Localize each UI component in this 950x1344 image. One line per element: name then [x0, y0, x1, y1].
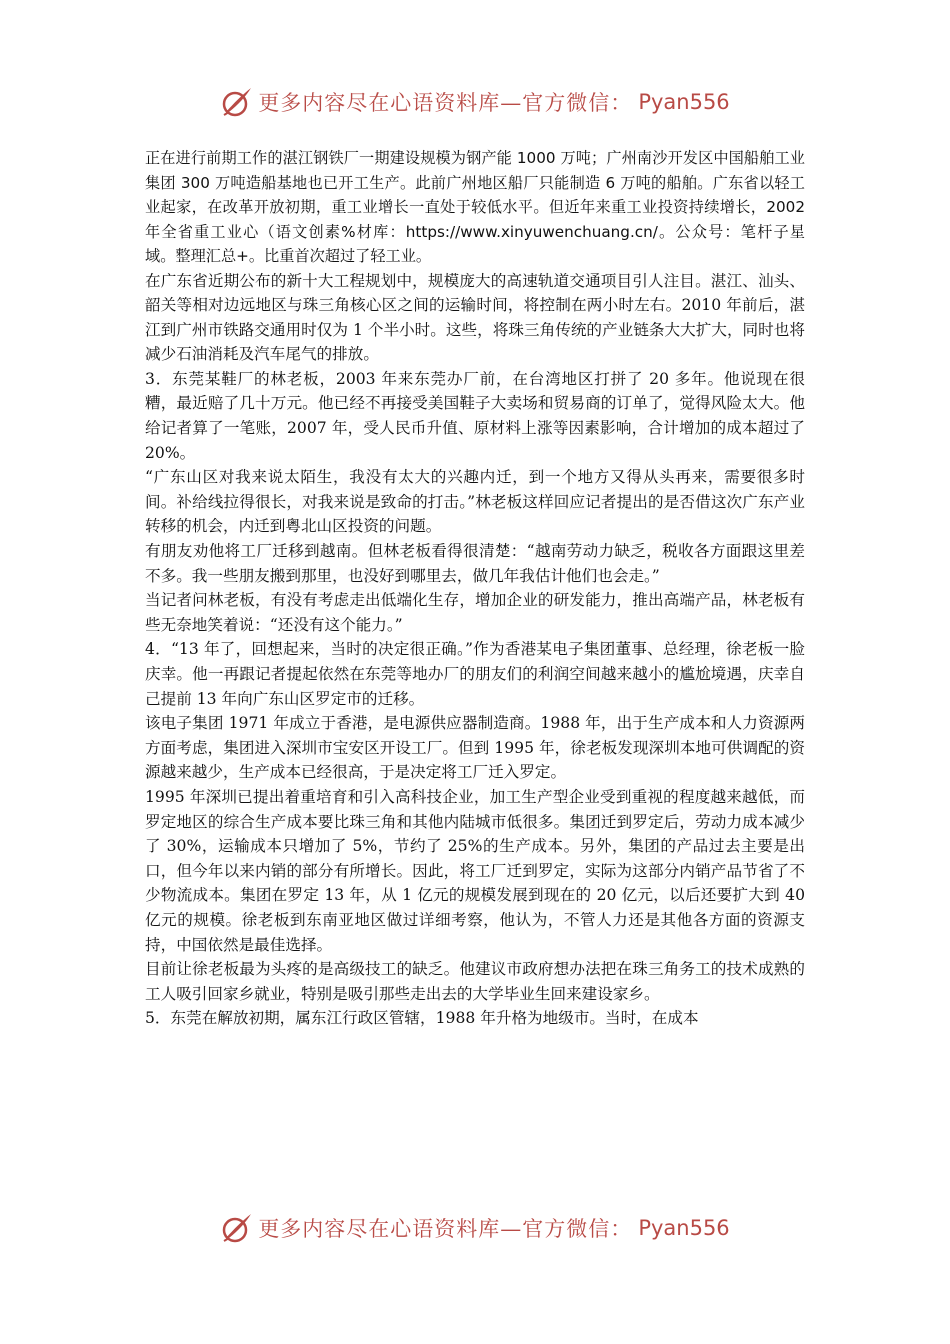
paragraph: “广东山区对我来说太陌生，我没有太大的兴趣内迁，到一个地方又得从头再来，需要很多时间。补给线拉得很长，对我来说是致命的打击。”林老板这样回应记者提出的是否借这次广东产业转移的机会，内迁到粤北山区投资的问题。: [145, 468, 805, 536]
paragraph: 3．东莞某鞋厂的林老板，2003 年来东莞办厂前，在台湾地区打拼了 20 多年。他说现在很糟，最近赔了几十万元。他已经不再接受美国鞋子大卖场和贸易商的订单了，觉得风险太大。他给记者算了一笔账，2007 年，受人民币升值、原材料上涨等因素影响，合计增加的成本超过了 20%。: [145, 369, 805, 462]
banner-text: 更多内容尽在心语资料库—官方微信：: [258, 1217, 633, 1241]
document-body: [145, 146, 805, 1031]
header-banner: [0, 82, 950, 122]
paragraph: 5．东莞在解放初期，属东江行政区管辖，1988 年升格为地级市。当时，在成本: [145, 1009, 699, 1028]
paragraph-sans: 正在进行前期工作的湛江钢铁厂一期建设规模为钢产能 1000 万吨；广州南沙开发区中国船舶工业集团 300 万吨造船基地也已开工生产。此前广州地区船厂只能制造 6 万吨的船舶。广东省以轻工业起家，在改革开放初期，重工业增长一直处于较低水平。但近年来重工业投资持续增长，2002 年全省重工业心（语文创素%材库：https://www.xinyuwenchuang.cn/。公众号：笔杆子星域。整理汇总+。比重首次超过了轻工业。: [145, 149, 805, 265]
brush-quill-logo-icon: [220, 85, 254, 119]
banner-wechat-id: Pyan556: [638, 1216, 730, 1240]
footer-banner: [0, 1208, 950, 1248]
paragraph: 在广东省近期公布的新十大工程规划中，规模庞大的高速轨道交通项目引人注目。湛江、汕头、韶关等相对边远地区与珠三角核心区之间的运输时间，将控制在两小时左右。2010 年前后，湛江到广州市铁路交通用时仅为 1 个半小时。这些，将珠三角传统的产业链条大大扩大，同时也将减少石油消耗及汽车尾气的排放。: [145, 271, 805, 364]
paragraph: 4．“13 年了，回想起来，当时的决定很正确。”作为香港某电子集团董事、总经理，徐老板一脸庆幸。他一再跟记者提起依然在东莞等地办厂的朋友们的利润空间越来越小的尴尬境遇，庆幸自己提前 13 年向广东山区罗定市的迁移。: [145, 640, 805, 708]
paragraph: 当记者问林老板，有没有考虑走出低端化生存，增加企业的研发能力，推出高端产品，林老板有些无奈地笑着说：“还没有这个能力。”: [145, 591, 805, 634]
paragraph: 目前让徐老板最为头疼的是高级技工的缺乏。他建议市政府想办法把在珠三角务工的技术成熟的工人吸引回家乡就业，特别是吸引那些走出去的大学毕业生回来建设家乡。: [145, 960, 805, 1003]
paragraph: 1995 年深圳已提出着重培育和引入高科技企业，加工生产型企业受到重视的程度越来越低，而罗定地区的综合生产成本要比珠三角和其他内陆城市低很多。集团迁到罗定后，劳动力成本减少了 30%，运输成本只增加了 5%，节约了 25%的生产成本。另外，集团的产品过去主要是出口，但今年以来内销的部分有所增长。因此，将工厂迁到罗定，实际为这部分内销产品节省了不少物流成本。集团在罗定 13 年，从 1 亿元的规模发展到现在的 20 亿元，以后还要扩大到 40 亿元的规模。徐老板到东南亚地区做过详细考察，他认为，不管人力还是其他各方面的资源支持，中国依然是最佳选择。: [145, 787, 805, 954]
banner-text: 更多内容尽在心语资料库—官方微信：: [258, 91, 633, 115]
banner-wechat-id: Pyan556: [638, 90, 730, 114]
paragraph: 有朋友劝他将工厂迁移到越南。但林老板看得很清楚：“越南劳动力缺乏，税收各方面跟这里差不多。我一些朋友搬到那里，也没好到哪里去，做几年我估计他们也会走。”: [145, 542, 805, 585]
paragraph: 该电子集团 1971 年成立于香港，是电源供应器制造商。1988 年，出于生产成本和人力资源两方面考虑，集团进入深圳市宝安区开设工厂。但到 1995 年，徐老板发现深圳本地可供调配的资源越来越少，生产成本已经很高，于是决定将工厂迁入罗定。: [145, 714, 805, 782]
brush-quill-logo-icon: [220, 1211, 254, 1245]
